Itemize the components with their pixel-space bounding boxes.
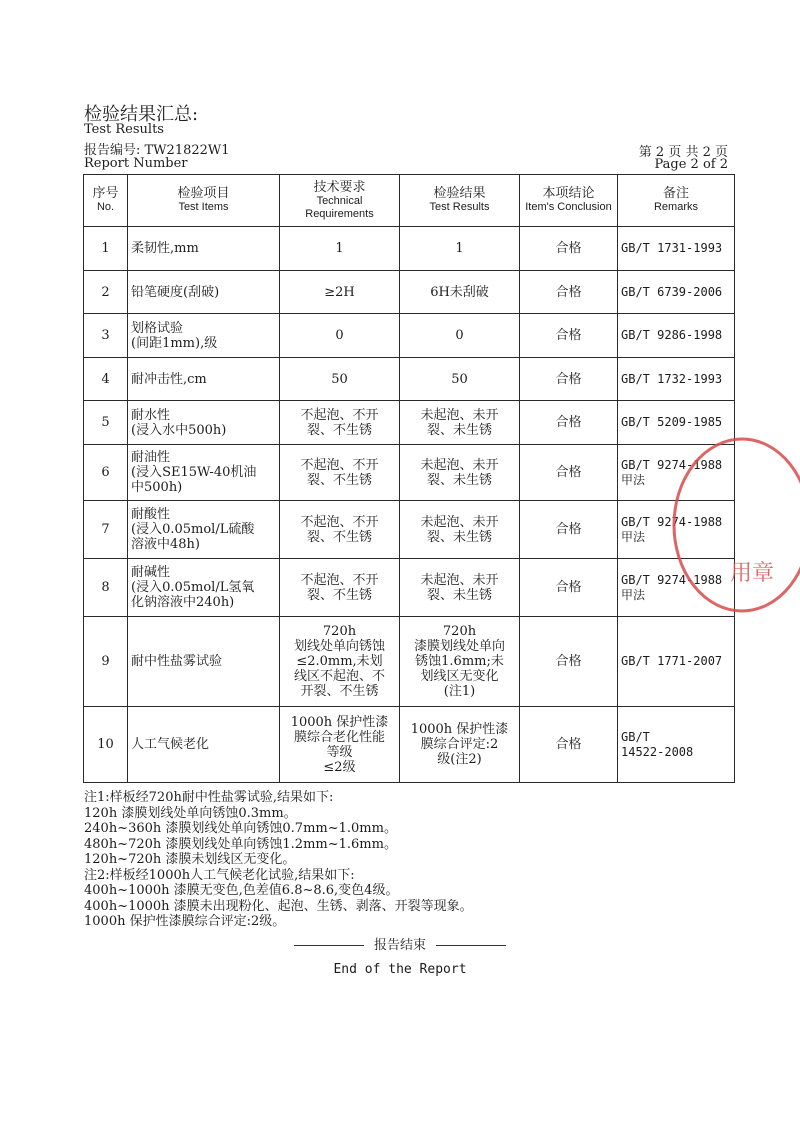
technical-requirement-line: ≤2级 bbox=[323, 759, 356, 775]
technical-requirement-line: 开裂、不生锈 bbox=[300, 684, 379, 699]
row-number-line: 4 bbox=[101, 371, 110, 387]
column-header-cn: 技术要求 bbox=[313, 179, 366, 195]
test-item-line: (浸入0.05mol/L硫酸 bbox=[131, 522, 255, 537]
remarks-line: 14522-2008 bbox=[621, 744, 694, 759]
technical-requirement bbox=[280, 445, 400, 501]
test-result-line: 50 bbox=[451, 371, 468, 387]
row-number bbox=[84, 707, 128, 783]
technical-requirement bbox=[280, 401, 400, 445]
remarks-line: GB/T bbox=[621, 729, 650, 744]
table-row bbox=[84, 358, 735, 401]
remarks bbox=[618, 227, 735, 271]
test-item-line: 柔韧性,mm bbox=[131, 241, 199, 256]
item-conclusion bbox=[520, 358, 618, 401]
test-item-line: 耐油性 bbox=[131, 450, 171, 465]
technical-requirement-line: 0 bbox=[335, 328, 344, 343]
remarks bbox=[618, 314, 735, 358]
remarks-line: GB/T 1731-1993 bbox=[621, 241, 723, 255]
report-number-english: Report Number bbox=[84, 156, 188, 171]
test-result-line: 裂、未生锈 bbox=[426, 422, 492, 438]
row-number bbox=[84, 358, 128, 401]
item-conclusion bbox=[520, 271, 618, 314]
table-row bbox=[84, 271, 735, 314]
remarks bbox=[618, 271, 735, 314]
notes-section bbox=[84, 790, 734, 930]
technical-requirement bbox=[280, 559, 400, 617]
test-item bbox=[128, 501, 280, 559]
note-line: 120h~720h 漆膜未划线区无变化。 bbox=[84, 852, 296, 867]
test-result-line: 720h bbox=[442, 624, 477, 639]
test-result bbox=[400, 227, 520, 271]
test-item bbox=[128, 401, 280, 445]
item-conclusion bbox=[520, 617, 618, 707]
test-item-line: 耐冲击性,cm bbox=[131, 371, 207, 387]
test-item-line: (浸入0.05mol/L氢氧 bbox=[131, 580, 255, 595]
test-result-line: 未起泡、未开 bbox=[420, 407, 499, 423]
test-item-line: (间距1mm),级 bbox=[131, 335, 218, 351]
remarks-line: 甲法 bbox=[621, 529, 646, 544]
test-result-line: 未起泡、未开 bbox=[420, 514, 499, 530]
test-result bbox=[400, 358, 520, 401]
remarks-line: GB/T 1771-2007 bbox=[621, 654, 723, 668]
column-header-cn: 本项结论 bbox=[542, 186, 595, 201]
remarks bbox=[618, 559, 735, 617]
test-result bbox=[400, 445, 520, 501]
end-label-cn: 报告结束 bbox=[373, 938, 426, 953]
table-row bbox=[84, 227, 735, 271]
remarks bbox=[618, 401, 735, 445]
page-indicator-english: Page 2 of 2 bbox=[654, 157, 728, 172]
test-item-line: 中500h) bbox=[131, 480, 183, 495]
item-conclusion-line: 合格 bbox=[555, 241, 582, 256]
row-number-line: 5 bbox=[101, 415, 110, 430]
test-item bbox=[128, 707, 280, 783]
seal-text: 用章 bbox=[730, 561, 775, 586]
note-line: 480h~720h 漆膜划线处单向锈蚀1.2mm~1.6mm。 bbox=[84, 836, 397, 852]
row-number-line: 2 bbox=[101, 284, 110, 300]
test-result-line: 未起泡、未开 bbox=[420, 457, 499, 473]
technical-requirement-line: 不起泡、不开 bbox=[300, 457, 379, 473]
test-item-line: 溶液中48h) bbox=[131, 537, 200, 552]
item-conclusion bbox=[520, 314, 618, 358]
technical-requirement-line: 不起泡、不开 bbox=[300, 572, 379, 588]
column-header-en: Technical Requirements bbox=[305, 194, 374, 220]
test-item-line: 耐水性 bbox=[131, 407, 171, 423]
test-item bbox=[128, 271, 280, 314]
technical-requirement-line: ≥2H bbox=[324, 284, 355, 300]
test-result-line: 1000h 保护性漆 bbox=[410, 722, 509, 737]
table-body bbox=[84, 227, 735, 783]
column-header bbox=[84, 175, 128, 227]
row-number bbox=[84, 314, 128, 358]
row-number-line: 9 bbox=[101, 654, 110, 669]
technical-requirement-line: 划线处单向锈蚀 bbox=[293, 639, 385, 654]
note-line: 1000h 保护性漆膜综合评定:2级。 bbox=[84, 914, 286, 929]
title-chinese: 检验结果汇总: bbox=[84, 104, 199, 125]
table-row bbox=[84, 401, 735, 445]
remarks-line: GB/T 1732-1993 bbox=[621, 371, 723, 386]
item-conclusion-line: 合格 bbox=[555, 654, 582, 669]
table-row bbox=[84, 617, 735, 707]
technical-requirement-line: 720h bbox=[322, 624, 357, 639]
test-result bbox=[400, 707, 520, 783]
test-item bbox=[128, 314, 280, 358]
test-result-line: 裂、未生锈 bbox=[426, 529, 492, 545]
item-conclusion-line: 合格 bbox=[555, 737, 582, 752]
item-conclusion bbox=[520, 227, 618, 271]
page-indicator-chinese: 第 2 页 共 2 页 bbox=[638, 145, 728, 160]
test-result-line: (注1) bbox=[443, 684, 476, 699]
results-table bbox=[83, 174, 735, 783]
column-header-cn: 备注 bbox=[662, 186, 689, 201]
column-header-cn: 序号 bbox=[92, 186, 119, 201]
row-number bbox=[84, 617, 128, 707]
column-header-en: No. bbox=[96, 201, 115, 213]
technical-requirement-line: 裂、不生锈 bbox=[306, 422, 372, 438]
test-result bbox=[400, 501, 520, 559]
table-row bbox=[84, 707, 735, 783]
technical-requirement-line: 不起泡、不开 bbox=[300, 514, 379, 530]
remarks bbox=[618, 617, 735, 707]
column-header-en: Test Items bbox=[178, 201, 229, 213]
technical-requirement-line: ≤2.0mm,未划 bbox=[296, 654, 383, 669]
table-row bbox=[84, 314, 735, 358]
test-item-line: 化钠溶液中240h) bbox=[131, 595, 235, 610]
test-item bbox=[128, 227, 280, 271]
test-item-line: 耐酸性 bbox=[131, 507, 171, 522]
note-line: 400h~1000h 漆膜未出现粉化、起泡、生锈、剥落、开裂等现象。 bbox=[84, 898, 473, 914]
note-line: 400h~1000h 漆膜无变色,色差值6.8~8.6,变色4级。 bbox=[84, 883, 399, 898]
remarks-line: GB/T 9274-1988 bbox=[621, 572, 723, 587]
test-result bbox=[400, 314, 520, 358]
row-number-line: 3 bbox=[101, 328, 110, 343]
note-line: 120h 漆膜划线处单向锈蚀0.3mm。 bbox=[84, 805, 297, 821]
item-conclusion-line: 合格 bbox=[555, 328, 582, 343]
technical-requirement bbox=[280, 314, 400, 358]
row-number bbox=[84, 559, 128, 617]
note-line: 240h~360h 漆膜划线处单向锈蚀0.7mm~1.0mm。 bbox=[84, 821, 397, 836]
test-result-line: 6H未刮破 bbox=[430, 284, 489, 300]
test-item-line: 人工气候老化 bbox=[131, 737, 210, 752]
column-header-en: Item's Conclusion bbox=[525, 201, 612, 213]
test-item bbox=[128, 445, 280, 501]
end-of-report-chinese bbox=[0, 934, 800, 953]
column-header bbox=[128, 175, 280, 227]
technical-requirement-line: 等级 bbox=[326, 744, 353, 760]
row-number-line: 7 bbox=[101, 522, 110, 537]
column-header bbox=[400, 175, 520, 227]
test-item-line: 耐碱性 bbox=[131, 565, 171, 580]
row-number bbox=[84, 271, 128, 314]
test-result bbox=[400, 271, 520, 314]
technical-requirement-line: 50 bbox=[331, 371, 348, 387]
column-header-cn: 检验项目 bbox=[177, 186, 230, 201]
technical-requirement-line: 裂、不生锈 bbox=[306, 587, 372, 603]
remarks-line: GB/T 5209-1985 bbox=[621, 415, 723, 429]
item-conclusion bbox=[520, 707, 618, 783]
column-header-cn: 检验结果 bbox=[433, 186, 486, 201]
divider-left bbox=[294, 945, 364, 946]
row-number-line: 1 bbox=[101, 241, 110, 256]
technical-requirement bbox=[280, 358, 400, 401]
test-result bbox=[400, 559, 520, 617]
technical-requirement bbox=[280, 501, 400, 559]
remarks-line: GB/T 9274-1988 bbox=[621, 457, 723, 472]
technical-requirement bbox=[280, 271, 400, 314]
technical-requirement-line: 1000h 保护性漆 bbox=[290, 714, 389, 730]
item-conclusion bbox=[520, 559, 618, 617]
item-conclusion-line: 合格 bbox=[555, 415, 582, 430]
column-header bbox=[520, 175, 618, 227]
test-item bbox=[128, 358, 280, 401]
row-number bbox=[84, 501, 128, 559]
column-header bbox=[618, 175, 735, 227]
technical-requirement-line: 裂、不生锈 bbox=[306, 529, 372, 545]
title-english: Test Results bbox=[84, 122, 164, 137]
remarks-line: GB/T 6739-2006 bbox=[621, 284, 723, 299]
item-conclusion-line: 合格 bbox=[555, 371, 582, 387]
technical-requirement-line: 1 bbox=[335, 241, 344, 256]
note-line: 注2:样板经1000h人工气候老化试验,结果如下: bbox=[84, 867, 355, 883]
column-header-en: Remarks bbox=[653, 201, 698, 213]
divider-right bbox=[436, 945, 506, 946]
test-item-line: (浸入水中500h) bbox=[131, 422, 227, 438]
test-result-line: 1 bbox=[455, 241, 464, 256]
technical-requirement-line: 不起泡、不开 bbox=[300, 407, 379, 423]
technical-requirement-line: 膜综合老化性能 bbox=[293, 729, 385, 745]
test-item-line: 耐中性盐雾试验 bbox=[131, 654, 223, 669]
test-result-line: 膜综合评定:2 bbox=[420, 737, 499, 752]
remarks-line: 甲法 bbox=[621, 587, 646, 602]
item-conclusion-line: 合格 bbox=[555, 580, 582, 595]
technical-requirement-line: 裂、不生锈 bbox=[306, 472, 372, 488]
test-result-line: 漆膜划线处单向 bbox=[413, 639, 505, 654]
table-row bbox=[84, 559, 735, 617]
row-number bbox=[84, 445, 128, 501]
test-item-line: 划格试验 bbox=[131, 320, 184, 336]
test-result-line: 级(注2) bbox=[437, 752, 482, 767]
end-of-report-english: End of the Report bbox=[333, 962, 467, 977]
test-item bbox=[128, 559, 280, 617]
test-item-line: (浸入SE15W-40机油 bbox=[131, 465, 257, 480]
test-item bbox=[128, 617, 280, 707]
column-header-en: Test Results bbox=[429, 201, 490, 213]
remarks-line: 甲法 bbox=[621, 472, 646, 487]
row-number-line: 8 bbox=[101, 580, 110, 595]
item-conclusion-line: 合格 bbox=[555, 284, 582, 300]
test-result-line: 锈蚀1.6mm;未 bbox=[415, 654, 504, 669]
test-result-line: 未起泡、未开 bbox=[420, 572, 499, 588]
table-row bbox=[84, 445, 735, 501]
remarks bbox=[618, 501, 735, 559]
report-number-chinese: 报告编号: TW21822W1 bbox=[84, 143, 230, 158]
item-conclusion bbox=[520, 445, 618, 501]
remarks bbox=[618, 707, 735, 783]
remarks bbox=[618, 445, 735, 501]
column-header bbox=[280, 175, 400, 227]
technical-requirement-line: 线区不起泡、不 bbox=[293, 669, 385, 684]
test-result bbox=[400, 617, 520, 707]
item-conclusion bbox=[520, 501, 618, 559]
test-result-line: 划线区无变化 bbox=[420, 669, 499, 684]
remarks-line: GB/T 9274-1988 bbox=[621, 514, 723, 529]
item-conclusion-line: 合格 bbox=[555, 522, 582, 537]
row-number-line: 6 bbox=[101, 465, 110, 480]
test-result bbox=[400, 401, 520, 445]
note-line: 注1:样板经720h耐中性盐雾试验,结果如下: bbox=[84, 790, 334, 805]
item-conclusion-line: 合格 bbox=[555, 465, 582, 480]
technical-requirement bbox=[280, 707, 400, 783]
remarks bbox=[618, 358, 735, 401]
test-result-line: 0 bbox=[455, 328, 464, 343]
table-row bbox=[84, 501, 735, 559]
remarks-line: GB/T 9286-1998 bbox=[621, 328, 723, 342]
row-number bbox=[84, 401, 128, 445]
test-item-line: 铅笔硬度(刮破) bbox=[131, 284, 220, 300]
technical-requirement bbox=[280, 227, 400, 271]
test-result-line: 裂、未生锈 bbox=[426, 587, 492, 603]
row-number-line: 10 bbox=[97, 737, 114, 752]
test-result-line: 裂、未生锈 bbox=[426, 472, 492, 488]
item-conclusion bbox=[520, 401, 618, 445]
table-header-row bbox=[84, 175, 735, 227]
technical-requirement bbox=[280, 617, 400, 707]
row-number bbox=[84, 227, 128, 271]
